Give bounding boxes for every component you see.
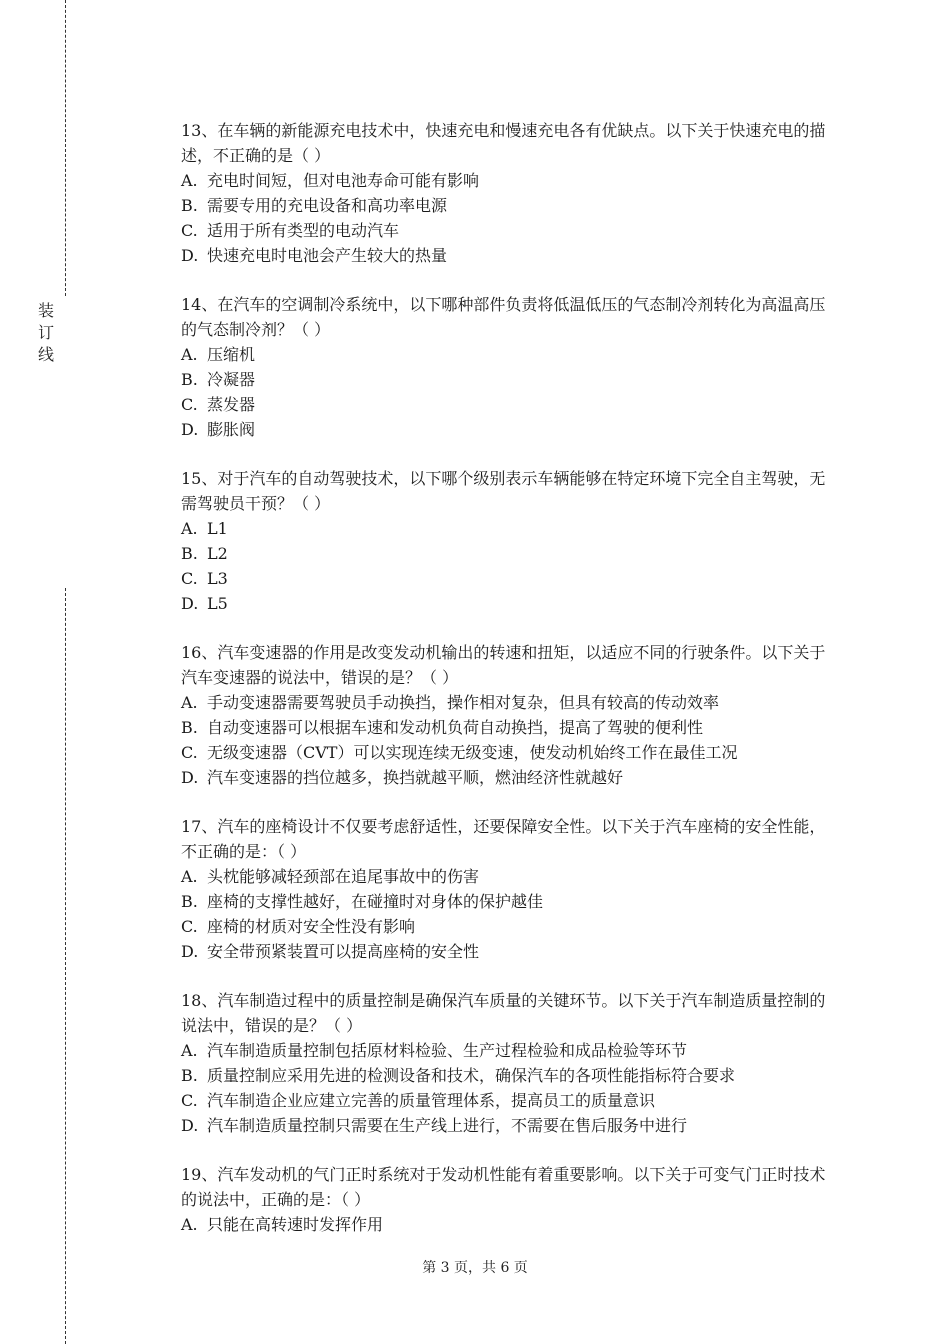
binding-line-top <box>65 0 66 296</box>
option-letter: C. <box>181 569 198 588</box>
page-footer: 第 3 页，共 6 页 <box>422 1260 528 1276</box>
question-block <box>181 466 841 616</box>
option-letter: A. <box>181 1041 198 1060</box>
answer-option <box>181 715 841 740</box>
answer-option <box>181 1063 841 1088</box>
option-text: L1 <box>207 519 228 538</box>
binding-char: 线 <box>37 345 54 364</box>
option-text: L5 <box>207 594 228 613</box>
question-block <box>181 814 841 964</box>
option-letter: B. <box>181 196 198 215</box>
binding-line-bottom <box>65 588 66 1344</box>
option-text: 汽车制造企业应建立完善的质量管理体系，提高员工的质量意识 <box>207 1091 656 1110</box>
option-text: 冷凝器 <box>207 370 256 389</box>
answer-option <box>181 690 841 715</box>
option-text: 无级变速器（CVT）可以实现连续无级变速，使发动机始终工作在最佳工况 <box>207 743 738 762</box>
answer-option <box>181 193 841 218</box>
question-stem: 14、在汽车的空调制冷系统中，以下哪种部件负责将低温低压的气态制冷剂转化为高温高压的气态制冷剂？（ ） <box>181 295 826 339</box>
answer-option <box>181 218 841 243</box>
option-letter: B. <box>181 718 198 737</box>
option-text: 需要专用的充电设备和高功率电源 <box>207 196 448 215</box>
question-block <box>181 988 841 1138</box>
option-text: 充电时间短，但对电池寿命可能有影响 <box>207 171 480 190</box>
option-text: L3 <box>207 569 228 588</box>
option-text: 适用于所有类型的电动汽车 <box>207 221 400 240</box>
option-letter: A. <box>181 1215 198 1234</box>
option-letter: A. <box>181 171 198 190</box>
answer-option <box>181 939 841 964</box>
option-letter: A. <box>181 345 198 364</box>
answer-option <box>181 392 841 417</box>
option-text: L2 <box>207 544 228 563</box>
option-text: 头枕能够减轻颈部在追尾事故中的伤害 <box>207 867 480 886</box>
answer-option <box>181 1038 841 1063</box>
option-letter: B. <box>181 892 198 911</box>
question-stem: 15、对于汽车的自动驾驶技术，以下哪个级别表示车辆能够在特定环境下完全自主驾驶，无需驾驶员干预？（ ） <box>181 469 826 513</box>
answer-option <box>181 1088 841 1113</box>
option-letter: D. <box>181 942 199 961</box>
answer-option <box>181 914 841 939</box>
answer-option <box>181 740 841 765</box>
question-stem: 16、汽车变速器的作用是改变发动机输出的转速和扭矩，以适应不同的行驶条件。以下关于汽车变速器的说法中，错误的是？（ ） <box>181 643 826 687</box>
answer-option <box>181 367 841 392</box>
answer-option <box>181 864 841 889</box>
binding-label <box>36 300 56 366</box>
answer-option <box>181 342 841 367</box>
option-letter: D. <box>181 594 199 613</box>
option-text: 座椅的材质对安全性没有影响 <box>207 917 416 936</box>
question-stem: 13、在车辆的新能源充电技术中，快速充电和慢速充电各有优缺点。以下关于快速充电的描述，不正确的是（ ） <box>181 121 826 165</box>
question-block <box>181 292 841 442</box>
option-letter: C. <box>181 917 198 936</box>
option-letter: D. <box>181 768 199 787</box>
answer-option <box>181 566 841 591</box>
option-letter: A. <box>181 693 198 712</box>
option-letter: C. <box>181 1091 198 1110</box>
option-letter: C. <box>181 743 198 762</box>
answer-option <box>181 243 841 268</box>
option-text: 质量控制应采用先进的检测设备和技术，确保汽车的各项性能指标符合要求 <box>207 1066 736 1085</box>
answer-option <box>181 541 841 566</box>
question-stem: 18、汽车制造过程中的质量控制是确保汽车质量的关键环节。以下关于汽车制造质量控制的说法中，错误的是？（ ） <box>181 991 826 1035</box>
option-text: 只能在高转速时发挥作用 <box>207 1215 384 1234</box>
option-letter: B. <box>181 544 198 563</box>
binding-char: 装 <box>37 301 54 320</box>
answer-option <box>181 1113 841 1138</box>
option-text: 膨胀阀 <box>207 420 256 439</box>
answer-option <box>181 417 841 442</box>
answer-option <box>181 168 841 193</box>
option-letter: C. <box>181 221 198 240</box>
option-letter: C. <box>181 395 198 414</box>
option-text: 蒸发器 <box>207 395 256 414</box>
option-letter: A. <box>181 867 198 886</box>
option-letter: B. <box>181 1066 198 1085</box>
answer-option <box>181 889 841 914</box>
question-stem: 17、汽车的座椅设计不仅要考虑舒适性，还要保障安全性。以下关于汽车座椅的安全性能，不正确的是：（ ） <box>181 817 826 861</box>
answer-option <box>181 765 841 790</box>
answer-option <box>181 591 841 616</box>
answer-option <box>181 1212 841 1237</box>
option-letter: D. <box>181 246 199 265</box>
option-text: 手动变速器需要驾驶员手动换挡，操作相对复杂，但具有较高的传动效率 <box>207 693 720 712</box>
option-text: 座椅的支撑性越好，在碰撞时对身体的保护越佳 <box>207 892 544 911</box>
option-letter: B. <box>181 370 198 389</box>
option-text: 汽车制造质量控制包括原材料检验、生产过程检验和成品检验等环节 <box>207 1041 688 1060</box>
option-text: 压缩机 <box>207 345 256 364</box>
option-text: 安全带预紧装置可以提高座椅的安全性 <box>207 942 480 961</box>
option-letter: A. <box>181 519 198 538</box>
option-text: 快速充电时电池会产生较大的热量 <box>207 246 448 265</box>
question-stem: 19、汽车发动机的气门正时系统对于发动机性能有着重要影响。以下关于可变气门正时技术的说法中，正确的是：（ ） <box>181 1165 826 1209</box>
question-list <box>181 118 841 1261</box>
option-letter: D. <box>181 420 199 439</box>
option-letter: D. <box>181 1116 199 1135</box>
answer-option <box>181 516 841 541</box>
option-text: 自动变速器可以根据车速和发动机负荷自动换挡，提高了驾驶的便利性 <box>207 718 704 737</box>
question-block <box>181 118 841 268</box>
option-text: 汽车变速器的挡位越多，换挡就越平顺，燃油经济性就越好 <box>207 768 624 787</box>
option-text: 汽车制造质量控制只需要在生产线上进行，不需要在售后服务中进行 <box>207 1116 688 1135</box>
question-block <box>181 1162 841 1237</box>
question-block <box>181 640 841 790</box>
binding-char: 订 <box>37 323 54 342</box>
